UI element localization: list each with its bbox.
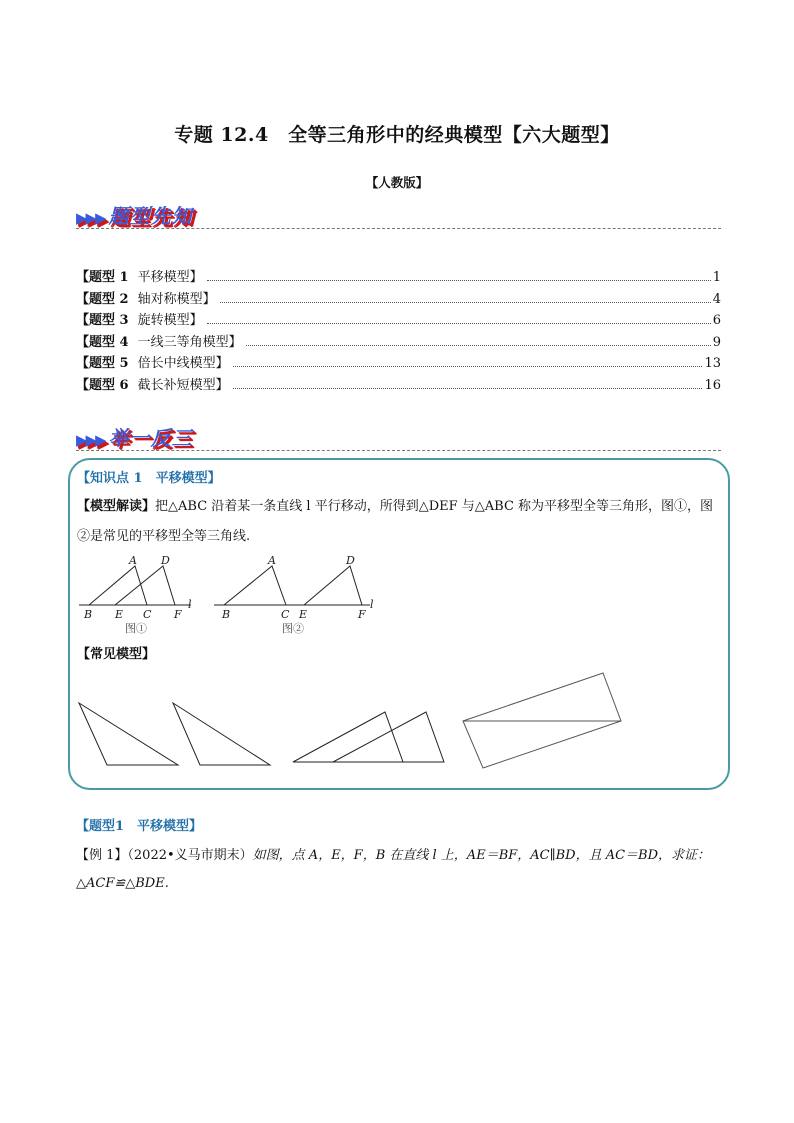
toc-leader xyxy=(233,366,703,367)
toc-page-number: 4 xyxy=(712,291,721,307)
toc-leader xyxy=(207,323,711,324)
toc-item-number: 【题型 1 xyxy=(76,270,129,285)
toc-item[interactable] xyxy=(76,288,721,310)
section-banner-preview xyxy=(76,200,193,229)
table-of-contents xyxy=(76,266,721,395)
toc-item-title: 轴对称模型】 xyxy=(137,291,216,307)
label-f: F xyxy=(174,608,182,621)
section-banner-practice xyxy=(76,422,193,451)
toc-page-number: 9 xyxy=(712,334,721,350)
model-1-triangle-left xyxy=(79,703,178,765)
toc-item[interactable] xyxy=(76,352,721,374)
example-text: 如图，点 A，E，F，B 在直线 l 上，AE＝BF，AC∥BD，且 AC＝BD，求证：△ACF≌△BDE. xyxy=(76,848,711,891)
toc-item[interactable] xyxy=(76,374,721,396)
label-l: l xyxy=(370,598,374,611)
toc-item[interactable] xyxy=(76,309,721,331)
common-model-label: 【常见模型】 xyxy=(77,647,156,662)
toc-page-number: 16 xyxy=(704,377,721,393)
toc-item-title: 倍长中线模型】 xyxy=(137,356,229,371)
divider xyxy=(76,228,721,229)
label-b: B xyxy=(84,608,93,621)
label-a: A xyxy=(129,554,137,567)
interp-label: 【模型解读】 xyxy=(77,499,156,514)
model-3-triangle-lower xyxy=(463,721,621,768)
triple-arrow-icon: ▶▶▶ xyxy=(76,431,105,449)
label-d: D xyxy=(161,554,170,567)
triangle-abc xyxy=(224,566,286,605)
model-3-triangle-upper xyxy=(463,673,621,721)
common-model-figures xyxy=(75,670,635,775)
triple-arrow-icon: ▶▶▶ xyxy=(76,209,105,227)
label-b: B xyxy=(222,608,231,621)
banner-text: 题型先知 xyxy=(108,204,193,228)
toc-leader xyxy=(233,388,703,389)
figure-2 xyxy=(210,552,385,634)
label-l: l xyxy=(188,598,192,611)
toc-item-number: 【题型 5 xyxy=(76,356,129,371)
example-1 xyxy=(76,842,726,898)
divider xyxy=(76,450,721,451)
toc-item[interactable] xyxy=(76,266,721,288)
knowledge-point-title: 【知识点 1 平移模型】 xyxy=(77,471,221,486)
toc-page-number: 13 xyxy=(704,356,721,371)
triangle-def xyxy=(304,566,362,605)
section-title: 【题型1 平移模型】 xyxy=(76,819,203,834)
model-1-triangle-right xyxy=(173,703,270,765)
toc-item-number: 【题型 6 xyxy=(76,377,129,393)
label-f: F xyxy=(358,608,366,621)
label-e: E xyxy=(299,608,308,621)
banner-text: 举一反三 xyxy=(108,426,193,450)
toc-leader xyxy=(207,280,711,281)
figure-caption: 图② xyxy=(282,622,304,634)
toc-leader xyxy=(220,302,711,303)
toc-leader xyxy=(246,345,711,346)
toc-item[interactable] xyxy=(76,331,721,353)
model-2-triangle-right xyxy=(333,712,444,762)
model-interpretation xyxy=(77,492,722,552)
toc-item-number: 【题型 4 xyxy=(76,334,129,350)
example-label: 【例 1】 xyxy=(76,848,128,863)
toc-item-title: 一线三等角模型】 xyxy=(137,334,242,350)
edition-label: 【人教版】 xyxy=(365,175,429,190)
label-c: C xyxy=(143,608,152,621)
toc-item-title: 截长补短模型】 xyxy=(137,377,229,393)
toc-item-title: 旋转模型】 xyxy=(137,313,203,328)
label-a: A xyxy=(268,554,276,567)
figure-1 xyxy=(75,552,205,634)
toc-item-number: 【题型 3 xyxy=(76,313,129,328)
document-title: 专题 12.4 全等三角形中的经典模型【六大题型】 xyxy=(174,124,620,146)
toc-page-number: 6 xyxy=(712,313,721,328)
toc-item-number: 【题型 2 xyxy=(76,291,129,307)
example-source: （2022•义马市期末） xyxy=(127,848,253,863)
figure-caption: 图① xyxy=(125,622,147,634)
label-d: D xyxy=(346,554,355,567)
interp-text: 把△ABC 沿着某一条直线 l 平行移动，所得到△DEF 与△ABC 称为平移型全等三角形，图①，图②是常见的平移型全等三角线. xyxy=(77,499,714,544)
label-e: E xyxy=(115,608,124,621)
toc-page-number: 1 xyxy=(712,270,721,285)
label-c: C xyxy=(281,608,290,621)
toc-item-title: 平移模型】 xyxy=(137,270,203,285)
